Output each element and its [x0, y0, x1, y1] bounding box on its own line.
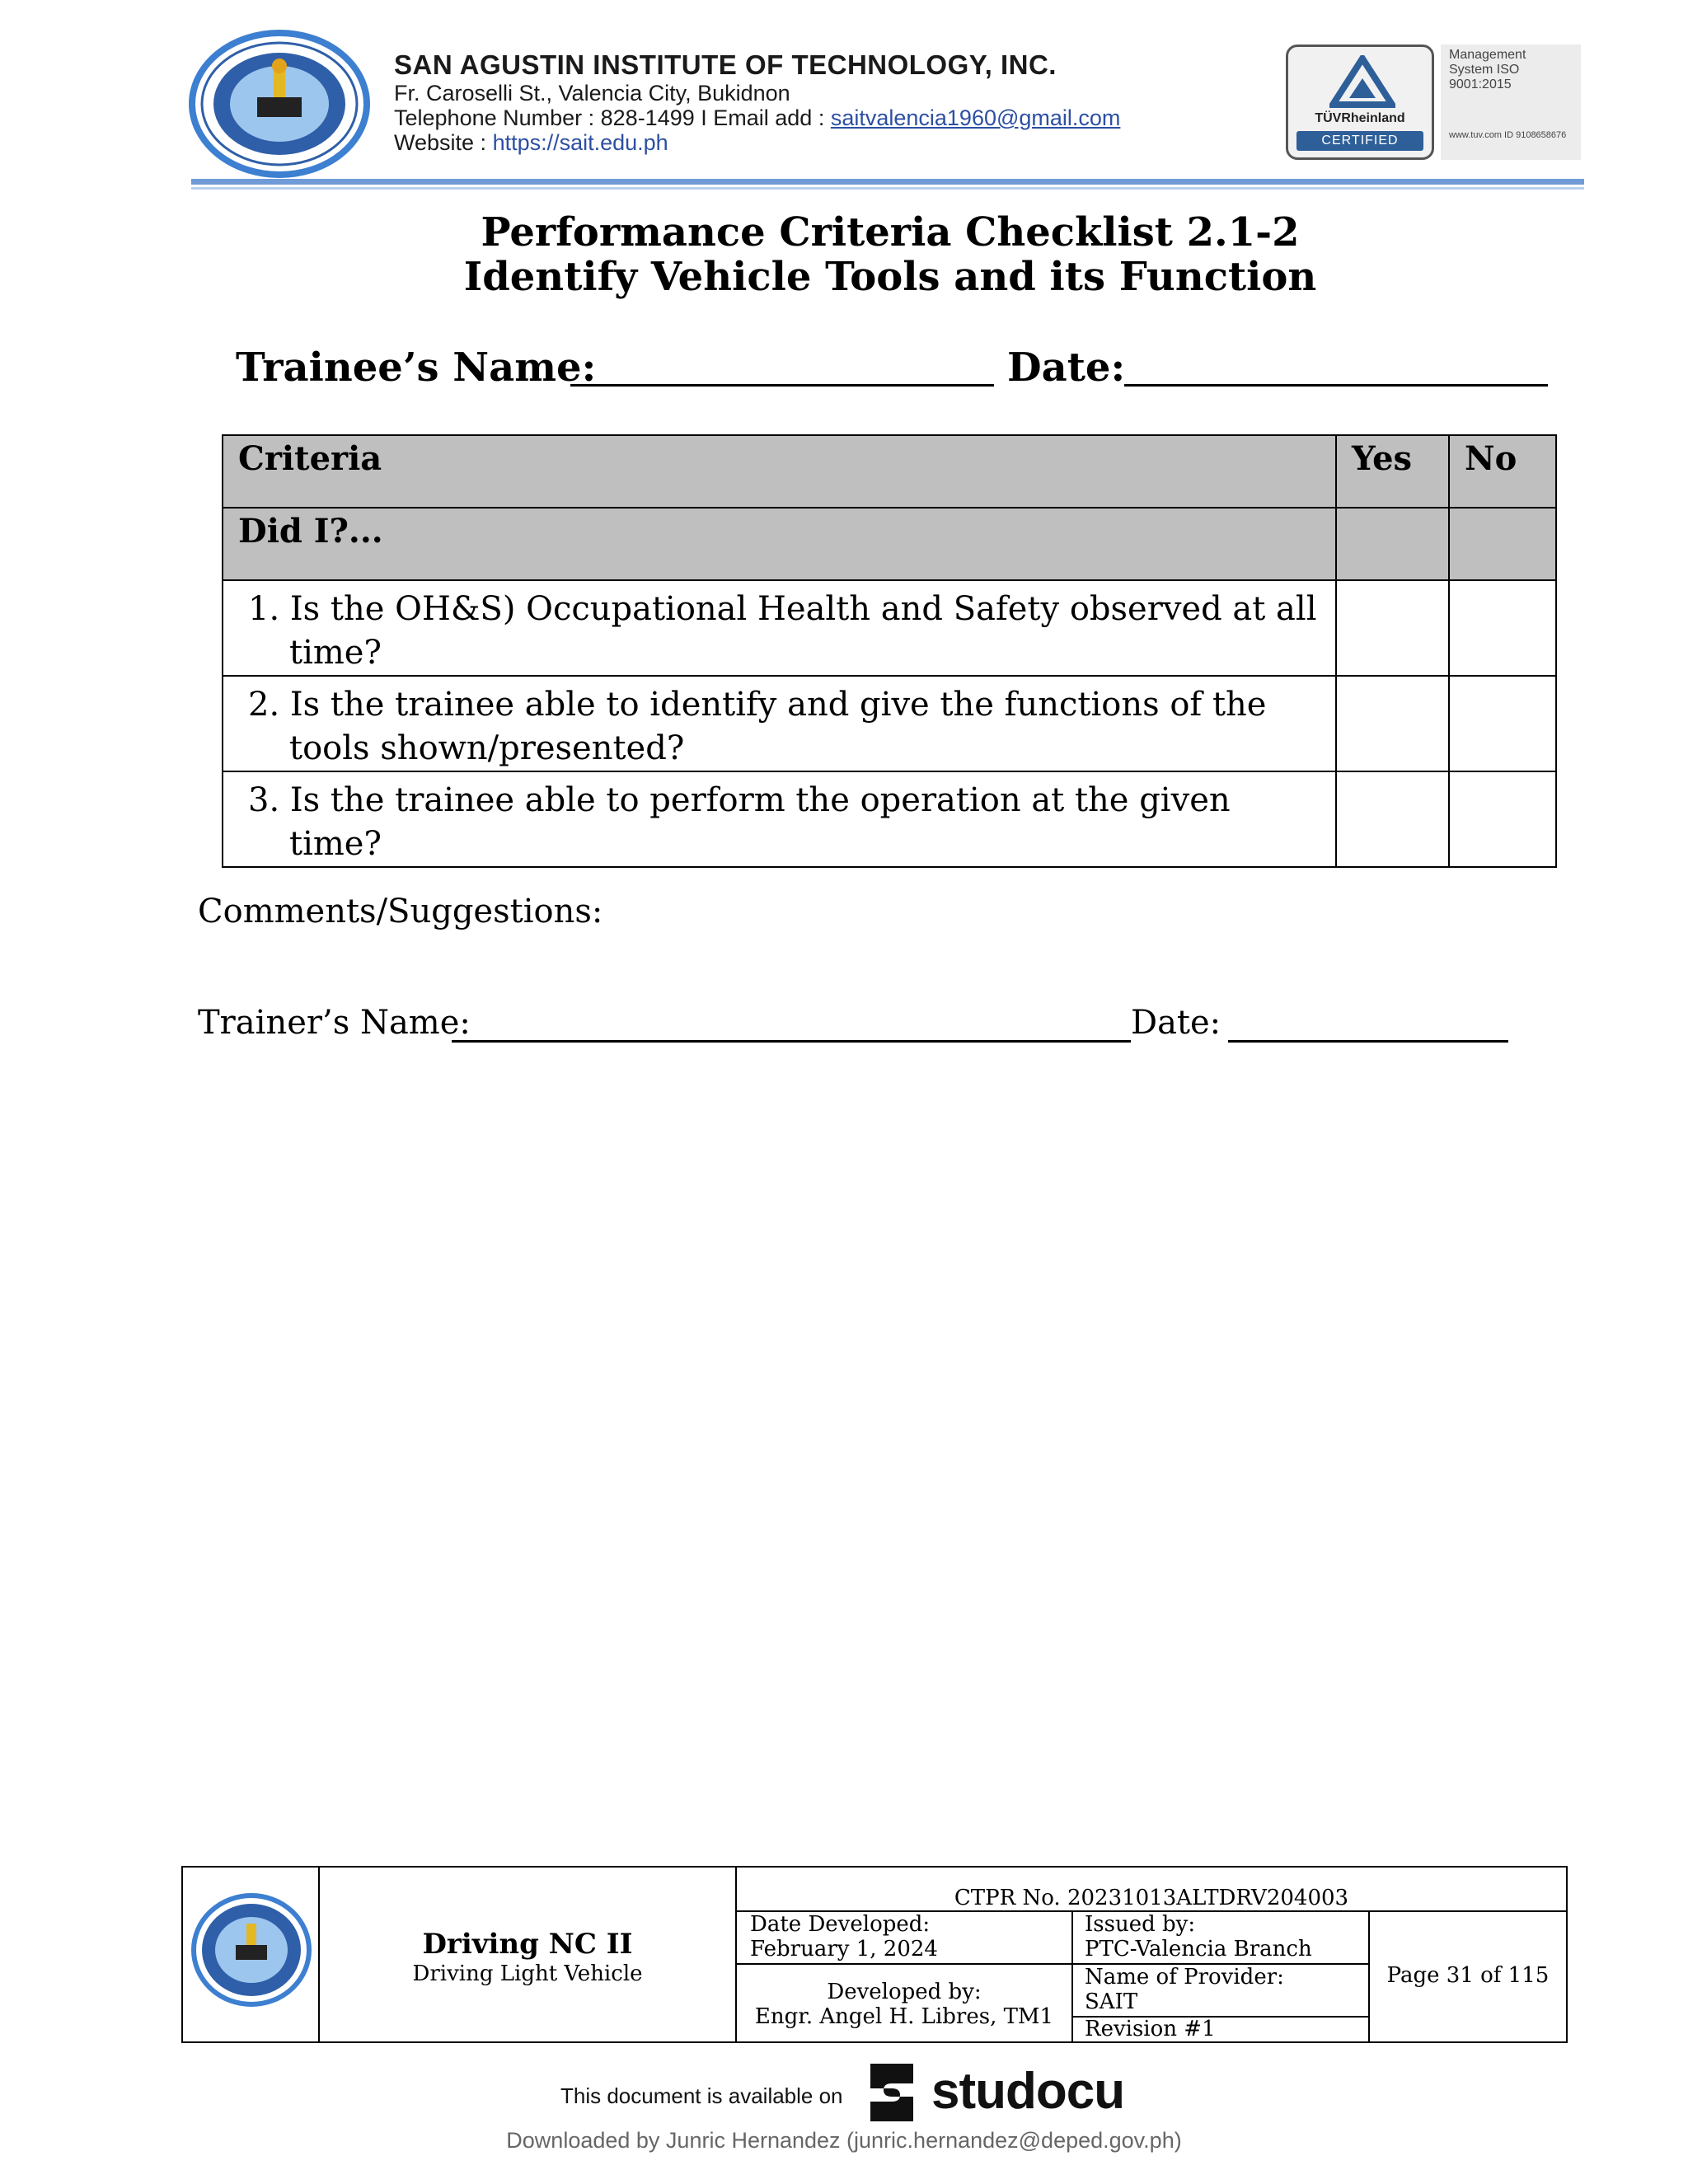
subheader-yes-cell	[1336, 508, 1449, 580]
issued-by-label: Issued by:	[1085, 1912, 1196, 1937]
footer-divider	[1071, 1910, 1073, 2041]
table-header-row	[223, 435, 1556, 508]
course-title: Driving NC II	[422, 1928, 633, 1961]
trainer-name-field[interactable]	[452, 1040, 1131, 1043]
criteria-item-1: 1. Is the OH&S) Occupational Health and Safety observed at all time?	[223, 580, 1336, 676]
institute-name: SAN AGUSTIN INSTITUTE OF TECHNOLOGY, INC.	[394, 49, 1057, 80]
no-checkbox-cell-2[interactable]	[1449, 676, 1556, 771]
trainee-name-field[interactable]	[570, 384, 994, 387]
tuv-brand: TÜVRheinland	[1315, 111, 1405, 125]
available-on-text: This document is available on	[560, 2083, 843, 2108]
institute-address: Fr. Caroselli St., Valencia City, Bukidnon	[394, 81, 790, 105]
tuv-triangle-icon	[1329, 55, 1395, 108]
date-developed-value: February 1, 2024	[750, 1937, 938, 1961]
studocu-logo-icon[interactable]	[859, 2059, 925, 2126]
page-number: Page 31 of 115	[1386, 1963, 1550, 1988]
trainer-date-label: Date:	[1131, 1004, 1221, 1042]
did-i-subheader: Did I?...	[223, 508, 1336, 580]
studocu-brand[interactable]: studocu	[931, 2063, 1125, 2120]
criteria-item-3: 3. Is the trainee able to perform the operation at the given time?	[223, 771, 1336, 867]
header-divider-thin	[191, 187, 1584, 190]
certified-label: CERTIFIED	[1296, 131, 1423, 151]
document-footer-table	[181, 1866, 1568, 2043]
trainee-name-label: Trainee’s Name:	[236, 344, 597, 391]
phone-text: Telephone Number : 828-1499 I Email add :	[394, 105, 831, 130]
trainer-name-label: Trainer’s Name:	[198, 1004, 471, 1042]
no-header: No	[1449, 435, 1556, 508]
comments-label: Comments/Suggestions:	[198, 893, 603, 930]
criteria-header: Criteria	[223, 435, 1336, 508]
no-checkbox-cell-3[interactable]	[1449, 771, 1556, 867]
header-divider	[191, 179, 1584, 185]
criteria-checklist-table	[222, 434, 1557, 868]
tuv-id-text: www.tuv.com ID 9108658676	[1449, 130, 1567, 140]
email-link[interactable]: saitvalencia1960@gmail.com	[830, 105, 1121, 130]
subheader-no-cell	[1449, 508, 1556, 580]
ctpr-number: CTPR No. 20231013ALTDRV204003	[954, 1886, 1349, 1910]
criteria-item-2: 2. Is the trainee able to identify and give the functions of the tools shown/presented?	[223, 676, 1336, 771]
yes-checkbox-cell-3[interactable]	[1336, 771, 1449, 867]
institute-seal-logo	[188, 30, 371, 178]
revision-number: Revision #1	[1085, 2017, 1216, 2041]
trainer-date-field[interactable]	[1228, 1040, 1508, 1043]
institute-seal-logo-small	[191, 1892, 312, 2008]
document-title: Performance Criteria Checklist 2.1-2	[481, 209, 1300, 255]
yes-checkbox-cell-2[interactable]	[1336, 676, 1449, 771]
iso-text: Management System ISO 9001:2015	[1449, 48, 1526, 91]
issued-by-value: PTC-Valencia Branch	[1085, 1937, 1312, 1961]
document-subtitle: Identify Vehicle Tools and its Function	[463, 254, 1317, 300]
no-checkbox-cell-1[interactable]	[1449, 580, 1556, 676]
iso-certification-info	[1441, 45, 1581, 160]
website-link[interactable]: https://sait.edu.ph	[492, 130, 668, 155]
institute-contact	[394, 105, 1120, 130]
table-subheader-row	[223, 508, 1556, 580]
tuv-certification-badge	[1286, 45, 1434, 160]
developed-by-value: Engr. Angel H. Libres, TM1	[754, 2004, 1054, 2029]
trainee-date-label: Date:	[1007, 344, 1126, 391]
course-subtitle: Driving Light Vehicle	[412, 1961, 643, 1986]
yes-checkbox-cell-1[interactable]	[1336, 580, 1449, 676]
institute-header	[394, 49, 1120, 155]
table-row	[223, 580, 1556, 676]
trainee-date-field[interactable]	[1124, 384, 1548, 387]
provider-value: SAIT	[1085, 1990, 1138, 2014]
institute-website	[394, 130, 1120, 155]
downloaded-by-text: Downloaded by Junric Hernandez (junric.hernandez@deped.gov.ph)	[506, 2128, 1182, 2153]
table-row	[223, 676, 1556, 771]
website-label: Website :	[394, 130, 493, 155]
table-row	[223, 771, 1556, 867]
date-developed-label: Date Developed:	[750, 1912, 931, 1937]
provider-label: Name of Provider:	[1085, 1965, 1284, 1990]
developed-by-label: Developed by:	[827, 1980, 982, 2004]
yes-header: Yes	[1336, 435, 1449, 508]
